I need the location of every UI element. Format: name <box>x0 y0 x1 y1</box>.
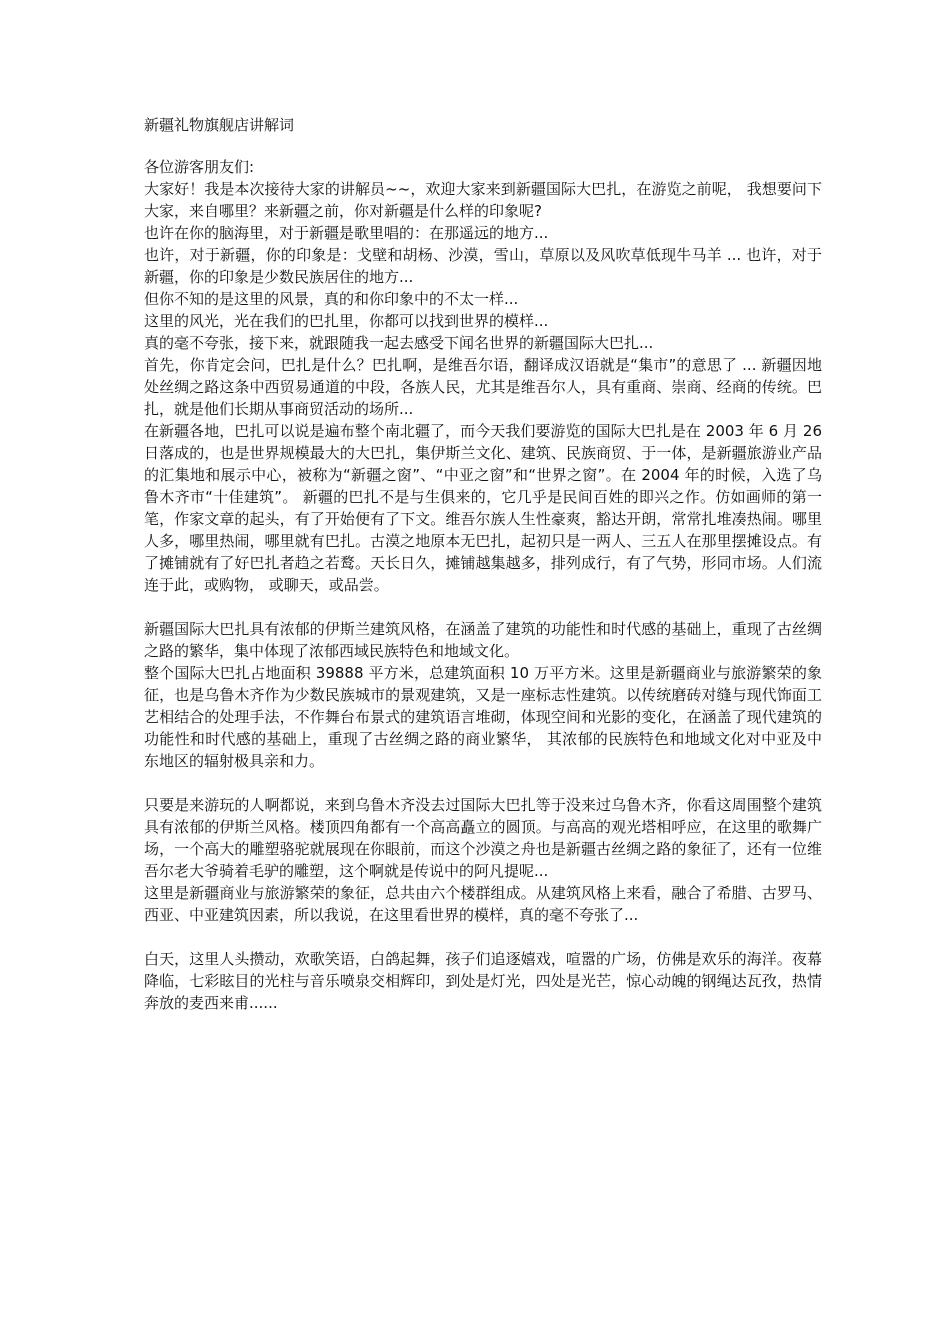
paragraph-visitors: 只要是来游玩的人啊都说，来到乌鲁木齐没去过国际大巴扎等于没来过乌鲁木齐，你看这周围整个建筑具有浓郁的伊斯兰风格。楼顶四角都有一个高高矗立的圆顶。与高高的观光塔相呼应，在这里的歌舞广场，一个高大的雕塑骆驼就展现在你眼前，而这个沙漠之舟也是新疆古丝绸之路的象征了，还有一位维吾尔老大爷骑着毛驴的雕塑，这个啊就是传说中的阿凡提呢... <box>144 796 822 880</box>
paragraph-impression: 也许，对于新疆，你的印象是：戈壁和胡杨、沙漠，雪山，草原以及风吹草低现牛马羊 ... 也许，对于新疆，你的印象是少数民族居住的地方... <box>144 246 822 286</box>
paragraph-scenery: 但你不知的是这里的风景，真的和你印象中的不太一样... <box>144 290 519 308</box>
paragraph-welcome: 大家好！我是本次接待大家的讲解员~~，欢迎大家来到新疆国际大巴扎，在游览之前呢， 我想要问下大家，来自哪里？来新疆之前，你对新疆是什么样的印象呢? <box>144 180 822 220</box>
paragraph-song: 也许在你的脑海里，对于新疆是歌里唱的：在那遥远的地方... <box>144 224 549 242</box>
document-title: 新疆礼物旗舰店讲解词 <box>144 116 295 134</box>
paragraph-buildings: 这里是新疆商业与旅游繁荣的象征，总共由六个楼群组成。从建筑风格上来看，融合了希腊、古罗马、西亚、中亚建筑因素，所以我说，在这里看世界的模样，真的毫不夸张了... <box>144 884 822 924</box>
paragraph-history: 在新疆各地，巴扎可以说是遍布整个南北疆了，而今天我们要游览的国际大巴扎是在 2003 年 6 月 26 日落成的，也是世界规模最大的大巴扎，集伊斯兰文化、建筑、民族商贸、于一体，是新疆旅游业产品的汇集地和展示中心，被称为“新疆之窗”、“中亚之窗”和“世界之窗”。在 2004 年的时候，入选了乌鲁木齐市“十佳建筑”。 新疆的巴扎不是与生俱来的，它几乎是民间百姓的即兴之作。仿如画师的第一笔，作家文章的起头，有了开始便有了下文。维吾尔族人生性豪爽，豁达开朗，常常扎堆凑热闹。哪里人多，哪里热闹，哪里就有巴扎。古漠之地原本无巴扎，起初只是一两人、三五人在那里摆摊设点。有了摊铺就有了好巴扎者趋之若鹜。天长日久，摊铺越集越多，排列成行，有了气势，形同市场。人们流连于此，或购物， 或聊天，或品尝。 <box>144 422 822 594</box>
paragraph-architecture: 新疆国际大巴扎具有浓郁的伊斯兰建筑风格，在涵盖了建筑的功能性和时代感的基础上，重现了古丝绸之路的繁华，集中体现了浓郁西域民族特色和地域文化。 <box>144 620 822 660</box>
paragraph-follow: 真的毫不夸张，接下来，就跟随我一起去感受下闻名世界的新疆国际大巴扎... <box>144 334 654 352</box>
greeting: 各位游客朋友们: <box>144 158 255 176</box>
paragraph-area: 整个国际大巴扎占地面积 39888 平方米，总建筑面积 10 万平方米。这里是新疆商业与旅游繁荣的象征，也是乌鲁木齐作为少数民族城市的景观建筑，又是一座标志性建筑。以传统磨砖对缝与现代饰面工艺相结合的处理手法，不作舞台布景式的建筑语言堆砌，体现空间和光影的变化，在涵盖了现代建筑的功能性和时代感的基础上，重现了古丝绸之路的商业繁华， 其浓郁的民族特色和地域文化对中亚及中东地区的辐射极具亲和力。 <box>144 664 822 770</box>
paragraph-what-is-bazaar: 首先，你肯定会问，巴扎是什么？巴扎啊，是维吾尔语，翻译成汉语就是“集市”的意思了 ... 新疆因地处丝绸之路这条中西贸易通道的中段，各族人民，尤其是维吾尔人，具有重商、崇商、经商的传统。巴扎，就是他们长期从事商贸活动的场所... <box>144 356 822 418</box>
paragraph-day-night: 白天，这里人头攒动，欢歌笑语，白鸽起舞，孩子们追逐嬉戏，喧嚣的广场，仿佛是欢乐的海洋。夜幕降临，七彩眩目的光柱与音乐喷泉交相辉印，到处是灯光，四处是光芒，惊心动魄的钢绳达瓦孜，热情奔放的麦西来甫...... <box>144 950 822 1012</box>
document-page <box>144 114 822 1014</box>
paragraph-world: 这里的风光，光在我们的巴扎里，你都可以找到世界的模样... <box>144 312 549 330</box>
